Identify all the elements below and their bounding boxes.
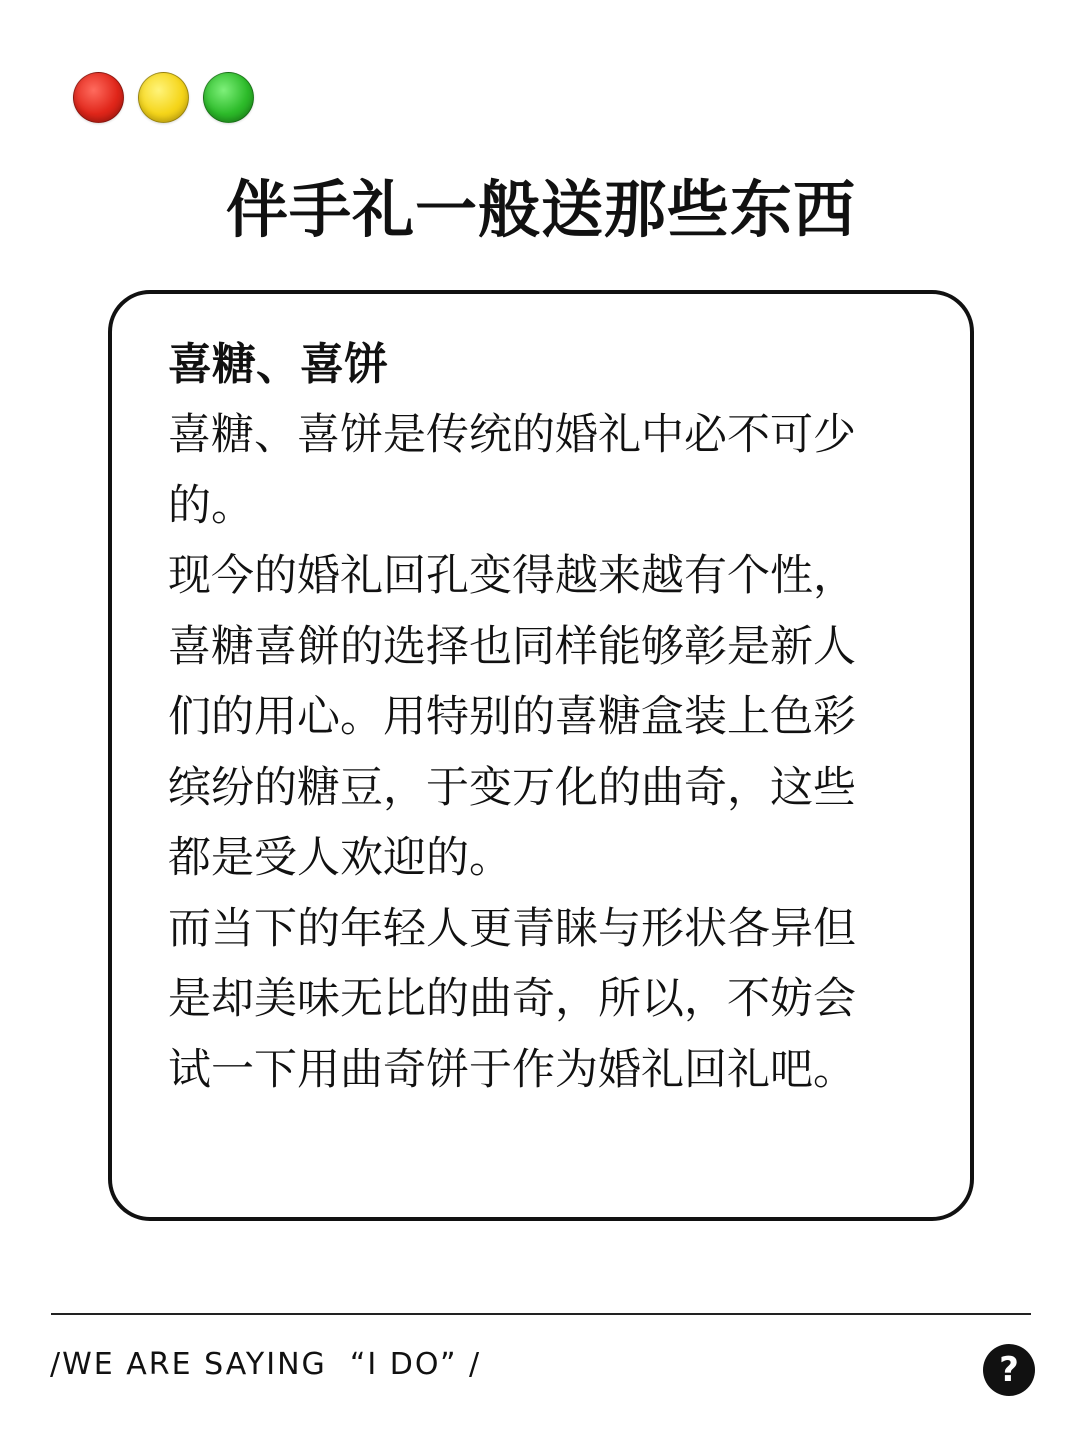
maximize-dot-icon[interactable] <box>203 72 254 123</box>
help-icon[interactable]: ? <box>983 1344 1035 1396</box>
page-title: 伴手礼一般送那些东西 <box>225 173 856 246</box>
card-paragraph-3: 而当下的年轻人更青睐与形状各异但是却美味无比的曲奇，所以，不妨会试一下用曲奇饼于作为婚礼回礼吧。 <box>168 903 856 1095</box>
card-heading: 喜糖、喜饼 <box>168 339 388 390</box>
footer-divider <box>51 1313 1031 1315</box>
minimize-dot-icon[interactable] <box>138 72 189 123</box>
close-dot-icon[interactable] <box>73 72 124 123</box>
content-card <box>108 290 974 1221</box>
footer-tagline: /WE ARE SAYING “I DO” / <box>50 1347 482 1382</box>
window-controls <box>73 72 254 123</box>
card-paragraph-1: 喜糖、喜饼是传统的婚礼中必不可少的。 <box>168 410 856 531</box>
card-paragraph-2: 现今的婚礼回孔变得越来越有个性，喜糖喜餅的选择也同样能够彰是新人们的用心。用特别的喜糖盒装上色彩缤纷的糖豆，于变万化的曲奇，这些都是受人欢迎的。 <box>168 551 856 883</box>
